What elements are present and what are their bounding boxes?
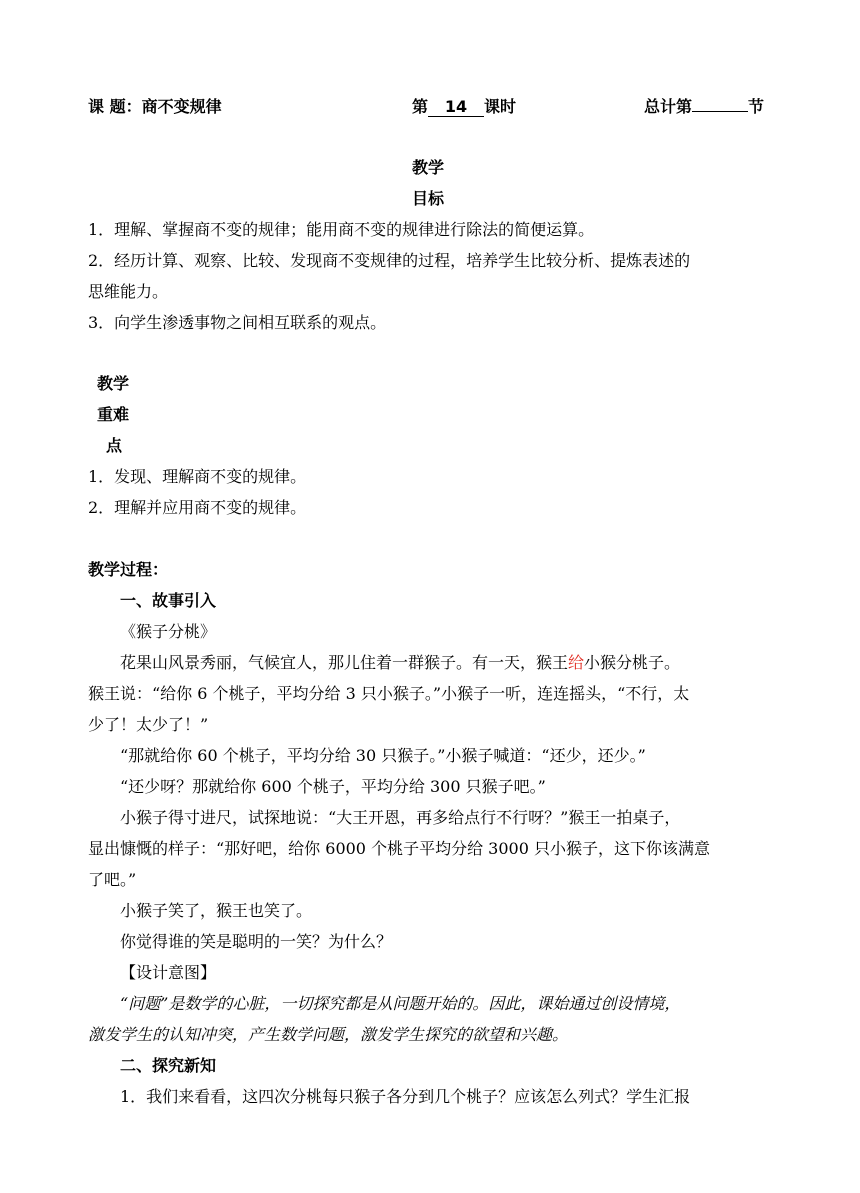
story-paragraph-2: “那就给你 60 个桃子，平均分给 30 只猴子。”小猴子喊道：“还少，还少。”	[120, 746, 646, 765]
story-paragraph-1	[120, 653, 680, 673]
story-text: 小猴分桃子。	[584, 653, 681, 672]
lesson-number-line	[412, 97, 516, 117]
keypoints-heading-1: 教学	[97, 374, 130, 393]
design-intent-text: 激发学生的认知冲突，产生数学问题，激发学生探究的欲望和兴趣。	[88, 1025, 569, 1044]
story-question: 你觉得谁的笑是聪明的一笑？为什么？	[120, 932, 393, 951]
design-intent-text: “问题”是数学的心脏，一切探究都是从问题开始的。因此，课始通过创设情境，	[120, 994, 681, 1013]
process-heading: 教学过程：	[88, 560, 169, 579]
lesson-prefix: 第	[412, 97, 429, 116]
lesson-number: 14	[428, 98, 484, 117]
goal-item: 3．向学生渗透事物之间相互联系的观点。	[88, 313, 387, 332]
story-text: 花果山风景秀丽，气候宜人，那儿住着一群猴子。有一天，猴王	[120, 653, 569, 672]
total-count-line	[644, 97, 764, 117]
goal-item: 2．经历计算、观察、比较、发现商不变规律的过程，培养学生比较分析、提炼表述的	[88, 251, 691, 270]
total-prefix: 总计第	[644, 97, 693, 116]
story-line: 猴王说：“给你 6 个桃子，平均分给 3 只小猴子。”小猴子一听，连连摇头，“不行，太	[88, 684, 690, 703]
story-paragraph-5: 小猴子笑了，猴王也笑了。	[120, 901, 313, 920]
section-2-title: 二、探究新知	[120, 1056, 217, 1075]
highlighted-word: 给	[568, 653, 585, 672]
design-intent-heading: 【设计意图】	[120, 963, 217, 982]
goal-item: 思维能力。	[88, 282, 169, 301]
keypoint-item: 1．发现、理解商不变的规律。	[88, 467, 307, 486]
topic-value: 商不变规律	[141, 97, 222, 116]
story-title: 《猴子分桃》	[120, 622, 217, 641]
story-line: 少了！太少了！”	[88, 715, 209, 734]
section-1-title: 一、故事引入	[120, 591, 217, 610]
goals-heading-1: 教学	[412, 158, 445, 177]
total-blank	[692, 111, 748, 112]
story-paragraph-3: “还少呀？那就给你 600 个桃子，平均分给 300 只猴子吧。”	[120, 777, 546, 796]
lesson-suffix: 课时	[484, 97, 517, 116]
section-2-item: 1．我们来看看，这四次分桃每只猴子各分到几个桃子？应该怎么列式？学生汇报	[120, 1087, 691, 1106]
goal-item: 1．理解、掌握商不变的规律；能用商不变的规律进行除法的简便运算。	[88, 220, 595, 239]
keypoints-heading-3: 点	[106, 436, 123, 455]
story-line: 显出慷慨的样子：“那好吧，给你 6000 个桃子平均分给 3000 只小猴子，这下你该满意	[88, 839, 710, 858]
keypoints-heading-2: 重难	[97, 405, 130, 424]
keypoint-item: 2．理解并应用商不变的规律。	[88, 498, 307, 517]
story-line: 了吧。”	[88, 870, 137, 889]
topic-label: 课 题：	[88, 97, 142, 116]
total-suffix: 节	[748, 97, 765, 116]
goals-heading-2: 目标	[412, 189, 445, 208]
topic-line	[88, 97, 222, 117]
story-paragraph-4: 小猴子得寸进尺，试探地说：“大王开恩，再多给点行不行呀？”猴王一拍桌子，	[120, 808, 681, 827]
